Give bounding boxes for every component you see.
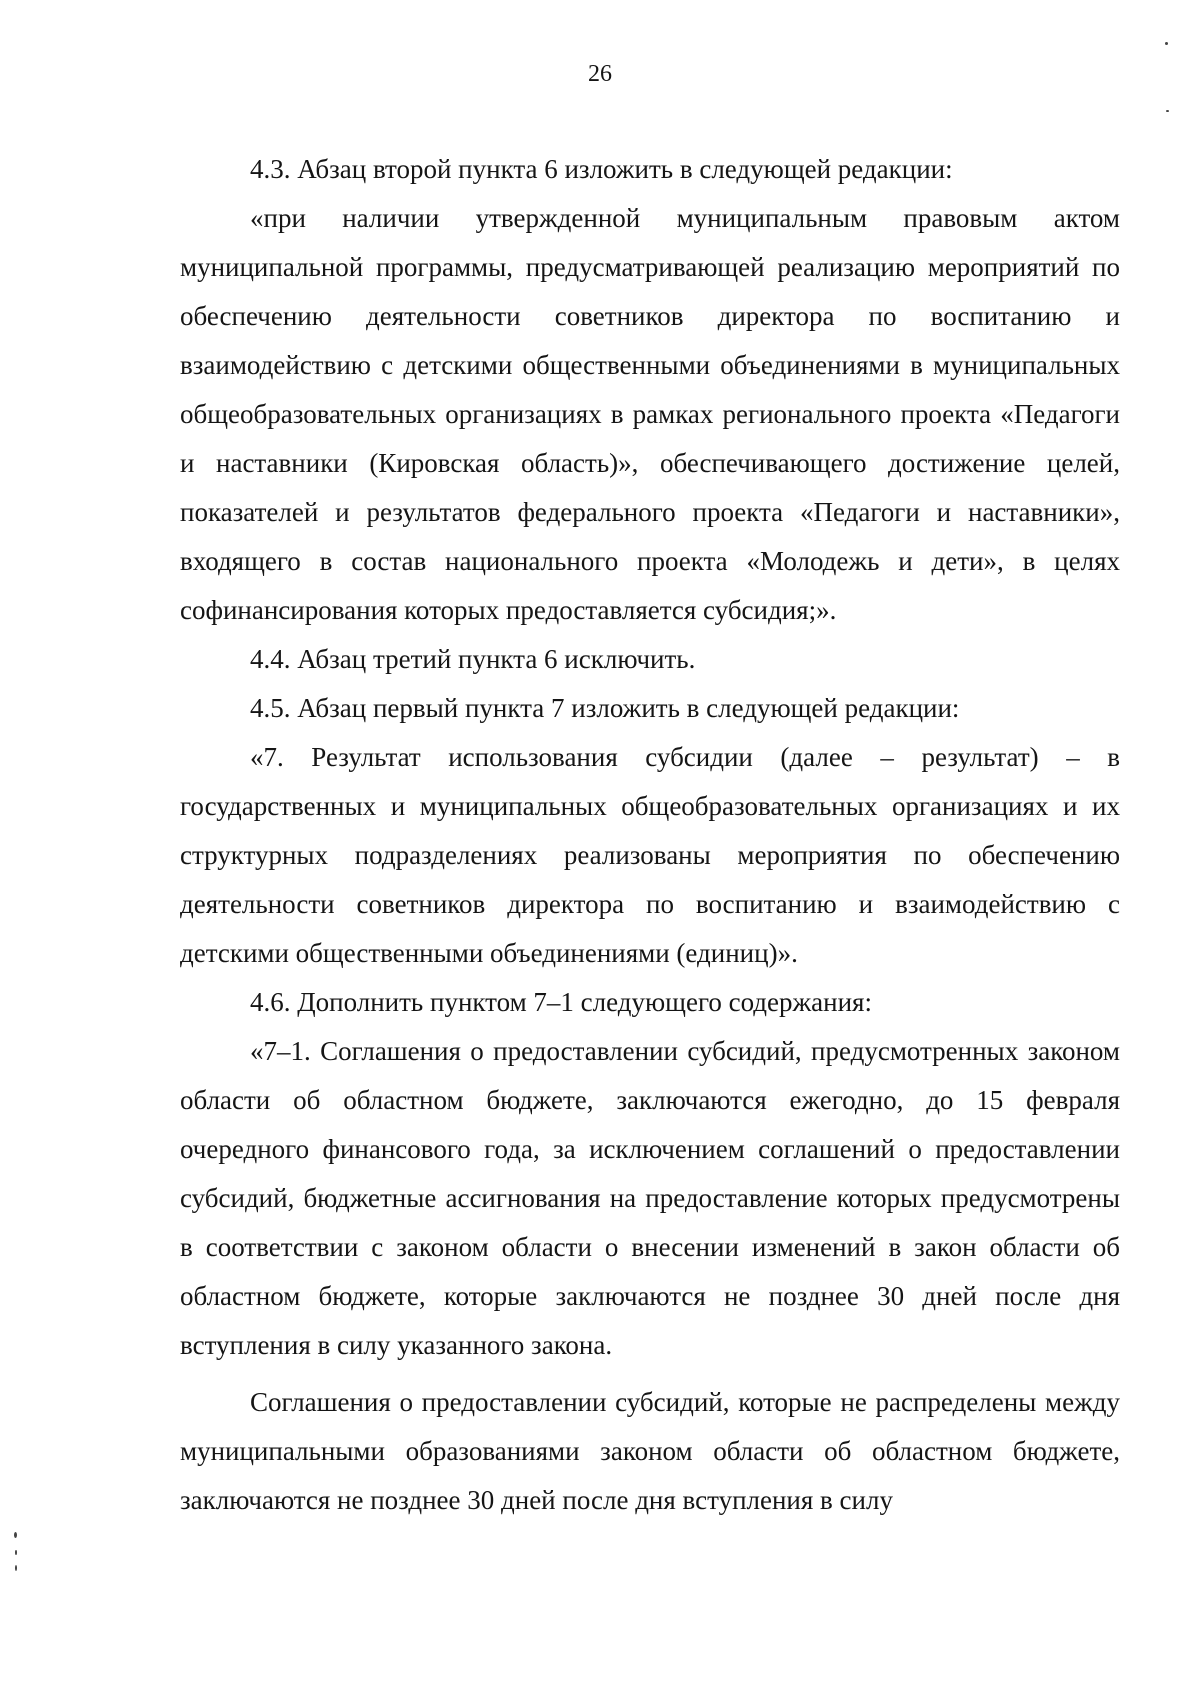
scan-speck	[15, 1550, 17, 1555]
paragraph-7-1-second: Соглашения о предоставлении субсидий, которые не распределены между муниципальными образованиями законом области об областном бюджете, заключаются не позднее 30 дней после дня вступления в силу	[180, 1387, 1120, 1515]
paragraph-4-4: 4.4. Абзац третий пункта 6 исключить.	[250, 644, 696, 674]
paragraph-4-5-heading: 4.5. Абзац первый пункта 7 изложить в следующей редакции:	[250, 693, 960, 723]
paragraph-4-6-heading: 4.6. Дополнить пунктом 7–1 следующего содержания:	[250, 987, 872, 1017]
scan-speck	[15, 1565, 17, 1571]
paragraph-4-3-heading: 4.3. Абзац второй пункта 6 изложить в следующей редакции:	[250, 154, 953, 184]
page-number: 26	[588, 61, 612, 87]
paragraph-4-5-text: «7. Результат использования субсидии (далее – результат) – в государственных и муниципальных общеобразовательных организациях и их структурных подразделениях реализованы мероприятия по обеспечению деятельности советников директора по воспитанию и взаимодействию с детскими общественными объединениями (единиц)».	[180, 742, 1120, 968]
paragraph-4-3-text: «при наличии утвержденной муниципальным правовым актом муниципальной программы, предусматривающей реализацию мероприятий по обеспечению деятельности советников директора по воспитанию и взаимодействию с детскими общественными объединениями в муниципальных общеобразовательных организациях в рамках регионального проекта «Педагоги и наставники (Кировская область)», обеспечивающего достижение целей, показателей и результатов федерального проекта «Педагоги и наставники», входящего в состав национального проекта «Молодежь и дети», в целях софинансирования которых предоставляется субсидия;».	[180, 203, 1120, 625]
paragraph-7-1-first: «7–1. Соглашения о предоставлении субсидий, предусмотренных законом области об областном бюджете, заключаются ежегодно, до 15 февраля очередного финансового года, за исключением соглашений о предоставлении субсидий, бюджетные ассигнования на предоставление которых предусмотрены в соответствии с законом области о внесении изменений в закон области об областном бюджете, которые заключаются не позднее 30 дней после дня вступления в силу указанного закона.	[180, 1036, 1120, 1360]
document-body	[180, 145, 1120, 1525]
scan-speck	[14, 1532, 17, 1538]
scan-speck	[1165, 42, 1168, 45]
scan-speck	[1166, 110, 1169, 112]
